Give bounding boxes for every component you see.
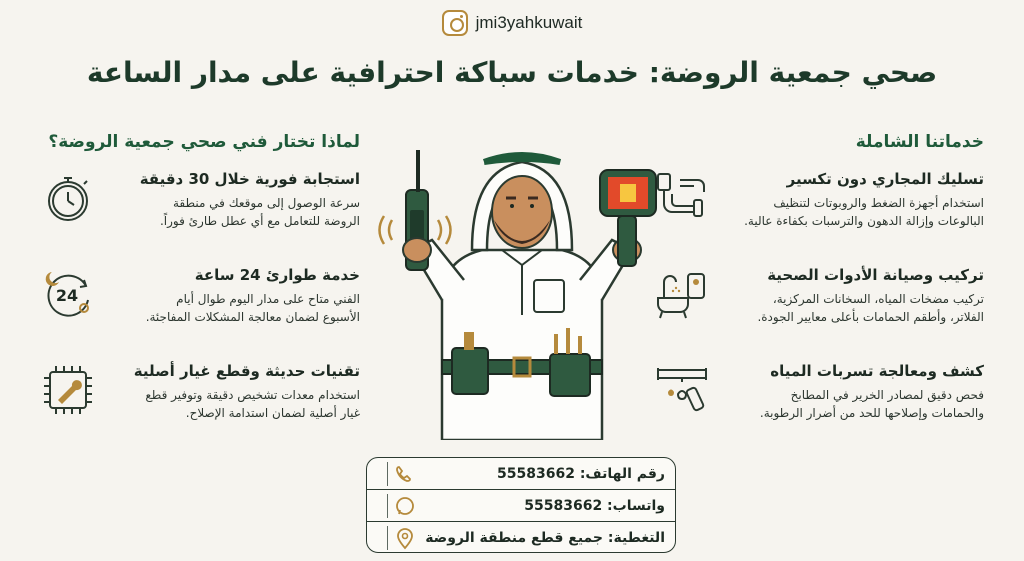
- contact-whatsapp[interactable]: [367, 490, 675, 522]
- service-title: كشف ومعالجة تسربات المياه: [770, 362, 984, 380]
- plumber-illustration: [372, 140, 672, 440]
- whatsapp-icon: [387, 494, 421, 518]
- location-pin-icon: [387, 526, 421, 550]
- service-desc-line: الفلاتر، وأطقم الحمامات بأعلى معايير الجودة.: [757, 310, 984, 324]
- why-heading: لماذا تختار فني صحي جمعية الروضة؟: [48, 132, 360, 152]
- instagram-icon: [442, 10, 468, 36]
- service-desc-line: تركيب مضخات المياه، السخانات المركزية،: [772, 292, 984, 306]
- service-title: تسليك المجاري دون تكسير: [786, 170, 984, 188]
- why-title: استجابة فورية خلال 30 دقيقة: [139, 170, 360, 188]
- contact-coverage-text: التغطية: جميع قطع منطقة الروضة: [425, 530, 665, 546]
- why-desc-line: الروضة للتعامل مع أي عطل طارئ فوراً.: [159, 214, 360, 228]
- service-desc-line: استخدام أجهزة الضغط والروبوتات لتنظيف: [773, 196, 984, 210]
- contact-phone-text: رقم الهاتف: 55583662: [497, 465, 665, 482]
- contact-phone[interactable]: [367, 458, 675, 490]
- 24-label: 24: [55, 286, 79, 305]
- service-title: تركيب وصيانة الأدوات الصحية: [767, 266, 984, 284]
- why-desc-line: سرعة الوصول إلى موقعك في منطقة: [172, 196, 360, 210]
- service-item-fixtures: [654, 266, 984, 362]
- service-desc-line: البالوعات وإزالة الدهون والترسبات بكفاءة عالية.: [744, 214, 984, 228]
- services-heading: خدماتنا الشاملة: [855, 132, 984, 152]
- services-section: [654, 132, 984, 458]
- why-desc-line: الأسبوع لضمان معالجة المشكلات المفاجئة.: [145, 310, 360, 324]
- why-title: خدمة طوارئ 24 ساعة: [194, 266, 360, 284]
- why-desc-line: استخدام معدات تشخيص دقيقة وتوفير قطع: [145, 388, 360, 402]
- contact-whatsapp-text: واتساب: 55583662: [524, 497, 665, 514]
- chip-wrench-icon: [40, 362, 96, 418]
- contact-box: [366, 457, 676, 553]
- why-item-emergency: [40, 266, 360, 362]
- contact-coverage: [367, 522, 675, 554]
- page-title: صحي جمعية الروضة: خدمات سباكة احترافية على مدار الساعة: [86, 56, 938, 89]
- why-desc-line: الفني متاح على مدار اليوم طوال أيام: [176, 292, 360, 306]
- why-item-response: [40, 170, 360, 266]
- why-desc-line: غيار أصلية لضمان استدامة الإصلاح.: [185, 406, 360, 420]
- service-desc-line: والحمامات وإصلاحها للحد من أضرار الرطوبة.: [759, 406, 984, 420]
- service-desc-line: فحص دقيق لمصادر الخرير في المطابخ: [790, 388, 984, 402]
- stopwatch-icon: [40, 170, 96, 226]
- instagram-handle-text: jmi3yahkuwait: [475, 13, 583, 32]
- why-item-tech: [40, 362, 360, 458]
- instagram-handle[interactable]: [0, 10, 1024, 36]
- 24-hours-icon: [40, 266, 96, 322]
- phone-icon: [387, 462, 421, 486]
- service-item-drain: [654, 170, 984, 266]
- service-item-leaks: [654, 362, 984, 458]
- why-section: [40, 132, 360, 458]
- why-title: تقنيات حديثة وقطع غيار أصلية: [133, 362, 360, 380]
